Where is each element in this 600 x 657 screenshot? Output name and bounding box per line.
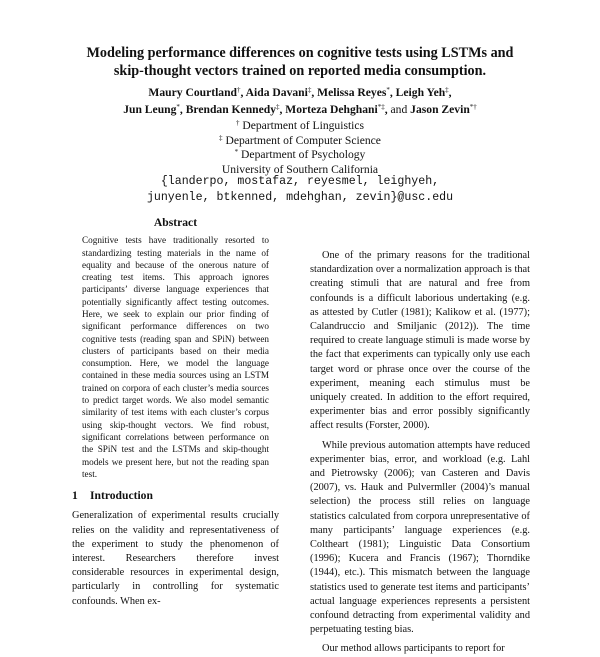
intro-paragraph-1: Generalization of experimental results crucially relies on the validity and representativeness of the experiment to study the phenomenon of interest. Researchers therefore invest considerable resources in experimental design, particularly in controlling for systematic confounds. When ex- [72, 510, 279, 607]
author-mark: *† [469, 102, 477, 111]
author-name: Brendan Kennedy [185, 102, 276, 116]
left-column [72, 216, 279, 609]
author-mark: † [237, 86, 241, 94]
affiliation-mark: ‡ [219, 133, 223, 142]
email-line-1: {landerpo, mostafaz, reyesmel, leighyeh, [160, 175, 440, 188]
body-paragraph-3: Our method allows participants to report for [322, 643, 505, 655]
author-mark: * [176, 102, 180, 111]
title-line-1: Modeling performance differences on cognitive tests using LSTMs and [86, 45, 514, 61]
paper-title [60, 44, 540, 80]
author-mark: ‡ [445, 86, 449, 94]
affiliation-psychology [60, 148, 540, 163]
section-heading-introduction [72, 489, 279, 503]
author-list [60, 85, 540, 118]
affiliation-mark: † [235, 119, 240, 127]
email-block [60, 174, 540, 205]
author-mark: ‡ [307, 86, 312, 94]
right-column [310, 249, 530, 657]
body-paragraph-1: One of the primary reasons for the traditional standardization over a normalization approach is that creating stimuli that are natural and free from confounds is a difficult laborious undertaking (e.g. as attested by Cutler (1981); Kalikow et al. (1977); Calandruccio and Smiljanic (2012)). The time required to create language stimuli is made worse by the fact that experiments can typically only use each target word or phrase once over the course of the experiment, meaning each stimulus must be uniquely created. In addition to the effort required, experimenter bias and error possibly significantly affect results (Forster, 2000). [310, 250, 530, 432]
author-name: Morteza Dehghani [285, 102, 378, 116]
affiliation-mark: * [234, 148, 239, 157]
body-paragraph-2: While previous automation attempts have reduced experimenter bias, error, and workload (e.g. Lahl and Pietrowsky (2006); van Casteren and Davis (2007), vs. Hauk and Pulvermller (2004)’s manual selection) the process still relies on language statistics calculated from corpora unrepresentative of many participants’ language experiences (e.g. Coltheart (1981); Linguistic Data Consortium (1996); Kucera and Francis (1967); Thorndike (1944), etc.). This mismatch between the language statistics used to generate test items and participants’ actual language experiences represents a persistent confound detracting from experimental validity and perpetuating testing bias. [310, 439, 530, 636]
affiliation-computer-science [60, 134, 540, 149]
affiliation-text: Department of Psychology [241, 148, 366, 162]
author-name: Jason Zevin [410, 102, 470, 116]
author-mark: * [386, 86, 390, 94]
author-conjunction: and [390, 102, 408, 116]
affiliation-university: University of Southern California [221, 162, 379, 176]
author-name: Maury Courtland [148, 86, 237, 99]
title-line-2: skip-thought vectors trained on reported media consumption. [113, 63, 487, 79]
affiliation-text: Department of Computer Science [225, 133, 381, 147]
author-name: Melissa Reyes [317, 86, 387, 99]
abstract-text: Cognitive tests have traditionally resorted to standardizing testing materials in the name of equality and because of the onerous nature of creating test items. This approach ignores participants’ diverse language experiences that potentially significantly affect testing outcomes. Here, we seek to explain our prior finding of significant performance differences on two cognitive tests (reading span and SPiN) between clusters of participants based on their media consumption. Here, we model the language contained in these media sources using an LSTM trained on corpora of each cluster’s media sources to predict target words. We also model semantic similarity of test items with each cluster’s corpus using skip-thought vectors. We find robust, significant correlations between performance on the SPiN test and the LSTMs and skip-thought models we present here, but not the reading span test. [82, 235, 269, 479]
section-title: Introduction [90, 489, 153, 503]
affiliation-list [60, 119, 540, 177]
author-line-2: Jun Leung*, Brendan Kennedy‡, Morteza Dehghani*‡, and Jason Zevin*† [123, 102, 477, 116]
author-mark: *‡ [377, 102, 385, 111]
author-line-1: Maury Courtland†, Aida Davani‡, Melissa Reyes*, Leigh Yeh‡, [148, 86, 452, 99]
affiliation-text: Department of Linguistics [242, 119, 365, 132]
author-name: Aida Davani [245, 86, 308, 99]
abstract-heading: Abstract [153, 216, 198, 229]
affiliation-linguistics [60, 119, 540, 134]
section-number: 1 [72, 489, 78, 503]
author-name: Jun Leung [123, 102, 177, 116]
email-line-2: junyenle, btkenned, mdehghan, zevin}@usc.edu [146, 190, 454, 204]
author-name: Leigh Yeh [395, 86, 446, 99]
author-mark: ‡ [276, 102, 280, 111]
abstract-body [82, 234, 269, 480]
